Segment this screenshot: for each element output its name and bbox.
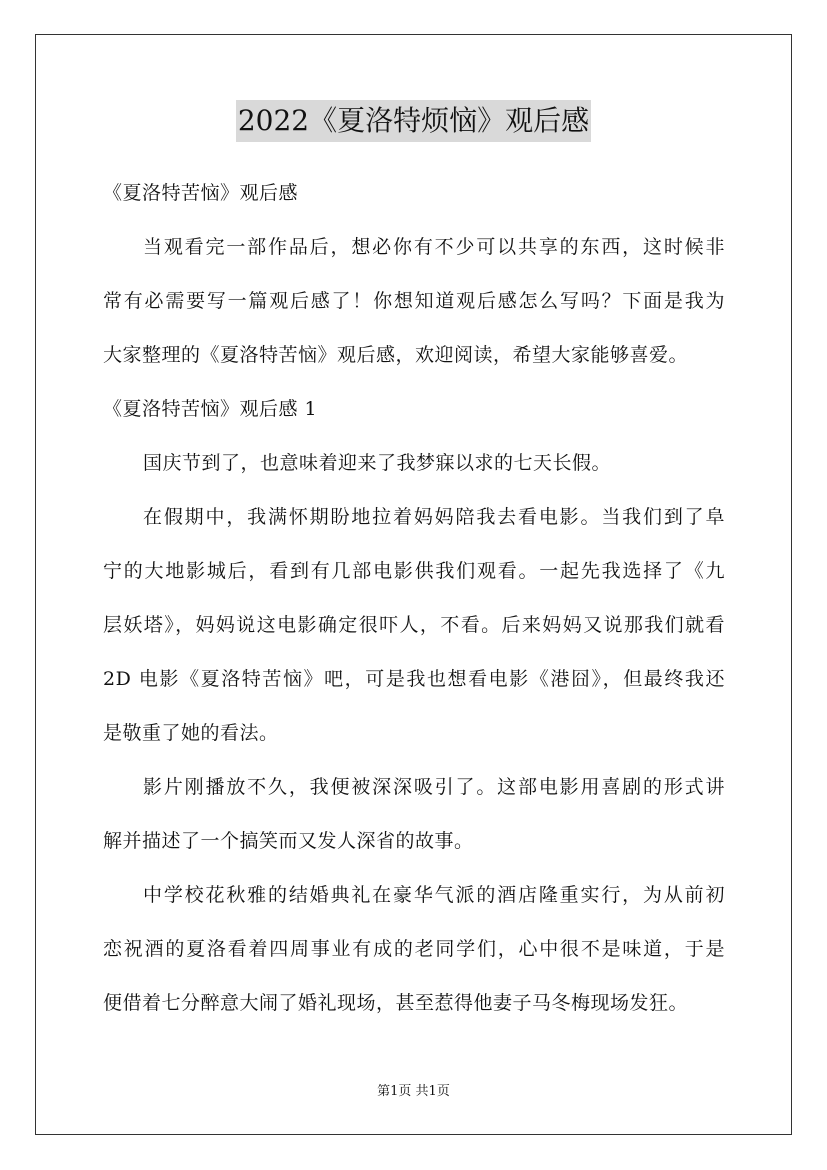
document-title-wrapper	[0, 100, 827, 142]
intro-heading: 《夏洛特苦恼》观后感	[103, 182, 299, 204]
paragraph-line: 当观看完一部作品后，想必你有不少可以共享的东西，这时候非	[143, 236, 725, 258]
document-body	[103, 166, 725, 1030]
section-heading: 《夏洛特苦恼》观后感 1	[103, 398, 318, 420]
page-number-footer: 第1页 共1页	[377, 1084, 450, 1099]
paragraph-line: 宁的大地影城后，看到有几部电影供我们观看。一起先我选择了《九	[103, 560, 725, 582]
paragraph-line: 在假期中，我满怀期盼地拉着妈妈陪我去看电影。当我们到了阜	[143, 506, 725, 528]
paragraph-line: 影片刚播放不久，我便被深深吸引了。这部电影用喜剧的形式讲	[143, 776, 725, 798]
paragraph-line: 2D 电影《夏洛特苦恼》吧，可是我也想看电影《港囧》，但最终我还	[103, 668, 725, 690]
paragraph-line: 大家整理的《夏洛特苦恼》观后感，欢迎阅读，希望大家能够喜爱。	[103, 344, 689, 366]
paragraph-line: 中学校花秋雅的结婚典礼在豪华气派的酒店隆重实行，为从前初	[143, 884, 725, 906]
paragraph-line: 便借着七分醉意大闹了婚礼现场，甚至惹得他妻子马冬梅现场发狂。	[103, 992, 689, 1014]
paragraph-line: 是敬重了她的看法。	[103, 722, 279, 744]
paragraph-line: 解并描述了一个搞笑而又发人深省的故事。	[103, 830, 474, 852]
document-title: 2022《夏洛特烦恼》观后感	[236, 100, 591, 142]
paragraph-line: 国庆节到了，也意味着迎来了我梦寐以求的七天长假。	[143, 452, 612, 474]
paragraph-line: 层妖塔》，妈妈说这电影确定很吓人，不看。后来妈妈又说那我们就看	[103, 614, 725, 636]
paragraph-line: 恋祝酒的夏洛看着四周事业有成的老同学们，心中很不是味道，于是	[103, 938, 725, 960]
paragraph-line: 常有必需要写一篇观后感了！你想知道观后感怎么写吗？下面是我为	[103, 290, 725, 312]
